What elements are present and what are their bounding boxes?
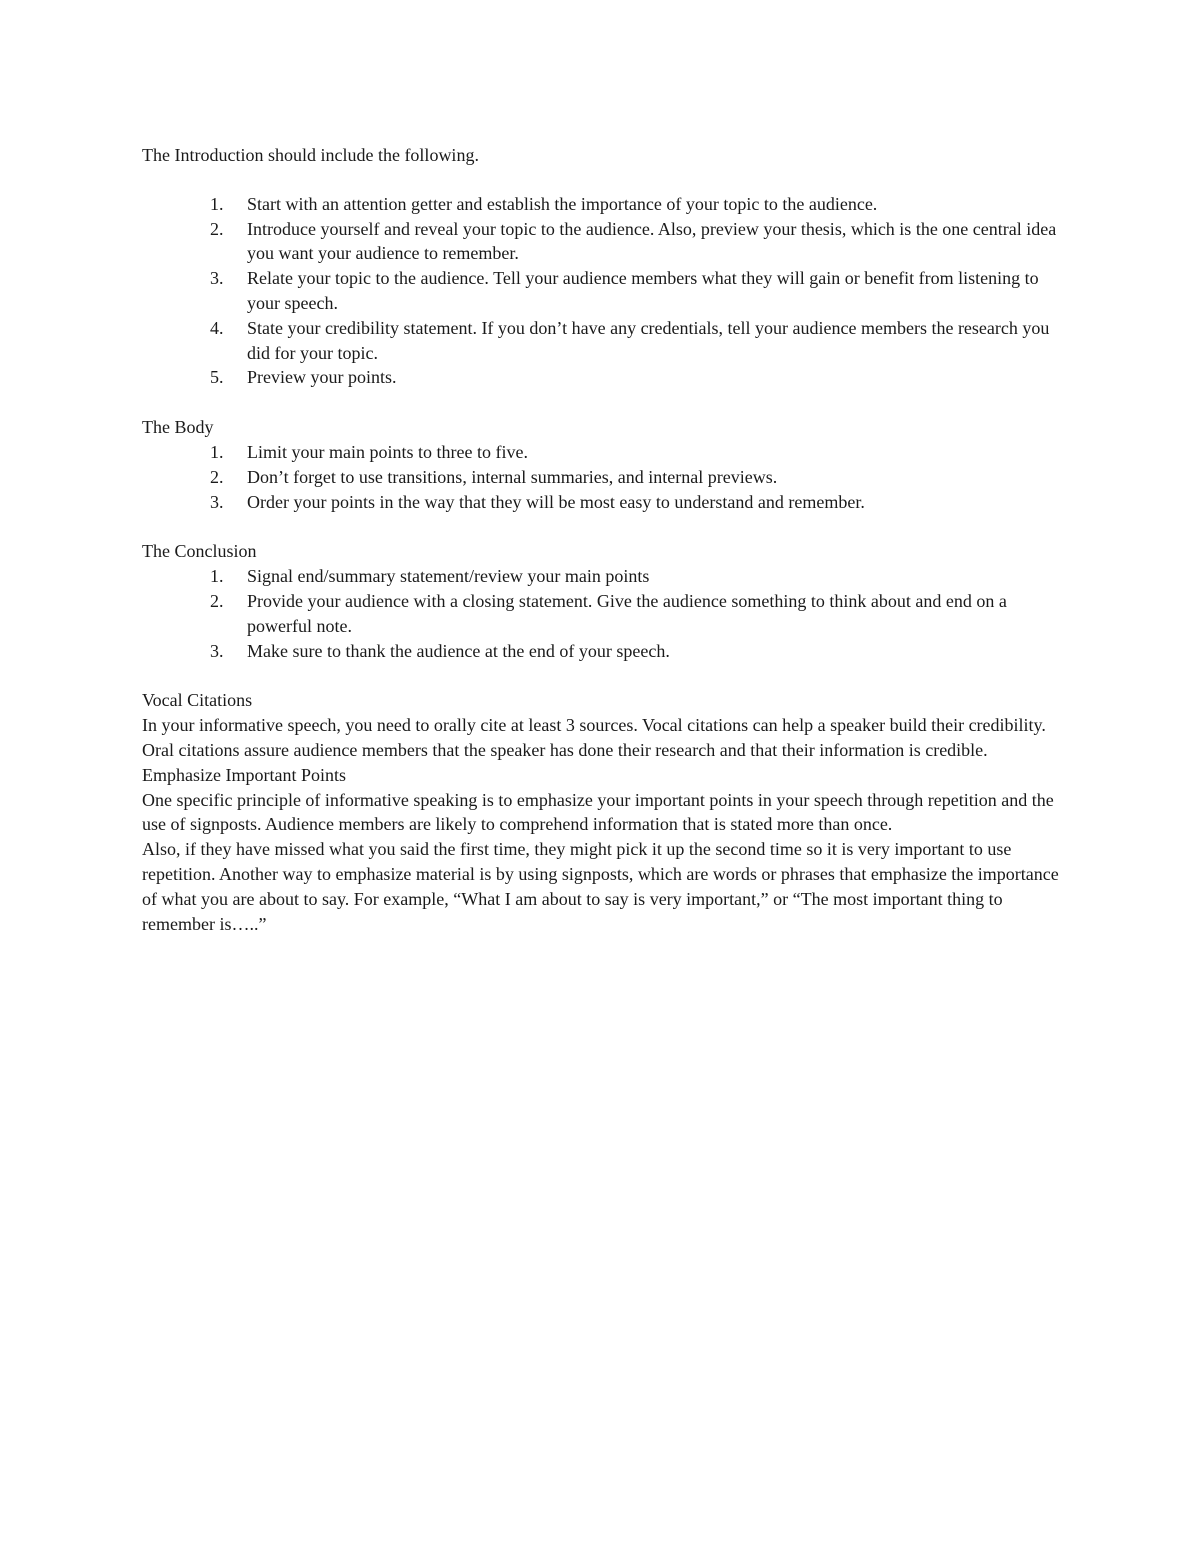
list-item: 3. Make sure to thank the audience at the end of your speech. — [210, 640, 670, 661]
conclusion-heading: The Conclusion — [142, 541, 257, 562]
intro-list — [142, 192, 1072, 390]
list-item: 3. Relate your topic to the audience. Tell your audience members what they will gain or benefit from listening to your speech. — [210, 268, 1039, 313]
list-item: 2. Don’t forget to use transitions, internal summaries, and internal previews. — [210, 466, 778, 487]
emphasize-text-1: One specific principle of informative speaking is to emphasize your important points in your speech through repetition and the use of signposts. Audience members are likely to comprehend information that is stated more than once. — [142, 789, 1054, 835]
vocal-citations-text: In your informative speech, you need to orally cite at least 3 sources. Vocal citations can help a speaker build their credibility. Oral citations assure audience members that the speaker has done their research and that their information is credible. — [142, 715, 1046, 760]
emphasize-heading: Emphasize Important Points — [142, 764, 346, 785]
list-item: 1. Limit your main points to three to five. — [210, 441, 528, 462]
list-item: 5. Preview your points. — [210, 367, 397, 388]
body-heading: The Body — [142, 417, 214, 438]
intro-lead: The Introduction should include the following. — [142, 145, 479, 165]
conclusion-list — [142, 564, 1072, 663]
list-item: 4. State your credibility statement. If you don’t have any credentials, tell your audience members the research you did for your topic. — [210, 317, 1050, 363]
list-item: 1. Start with an attention getter and establish the importance of your topic to the audience. — [210, 193, 878, 214]
document-page — [142, 143, 1072, 936]
vocal-citations-heading: Vocal Citations — [142, 690, 253, 711]
body-list — [142, 440, 1072, 514]
list-item: 2. Provide your audience with a closing statement. Give the audience something to think about and end on a powerful note. — [210, 590, 1007, 636]
emphasize-text-2: Also, if they have missed what you said the first time, they might pick it up the second time so it is very important to use repetition. Another way to emphasize material is by using signposts, which are words or phrases that emphasize the importance of what you are about to say. For example, “What I am about to say is very important,” or “The most important thing to remember is…..” — [142, 839, 1059, 934]
list-item: 3. Order your points in the way that they will be most easy to understand and remember. — [210, 491, 865, 512]
list-item: 2. Introduce yourself and reveal your topic to the audience. Also, preview your thesis, which is the one central idea you want your audience to remember. — [210, 218, 1057, 264]
list-item: 1. Signal end/summary statement/review your main points — [210, 566, 650, 587]
